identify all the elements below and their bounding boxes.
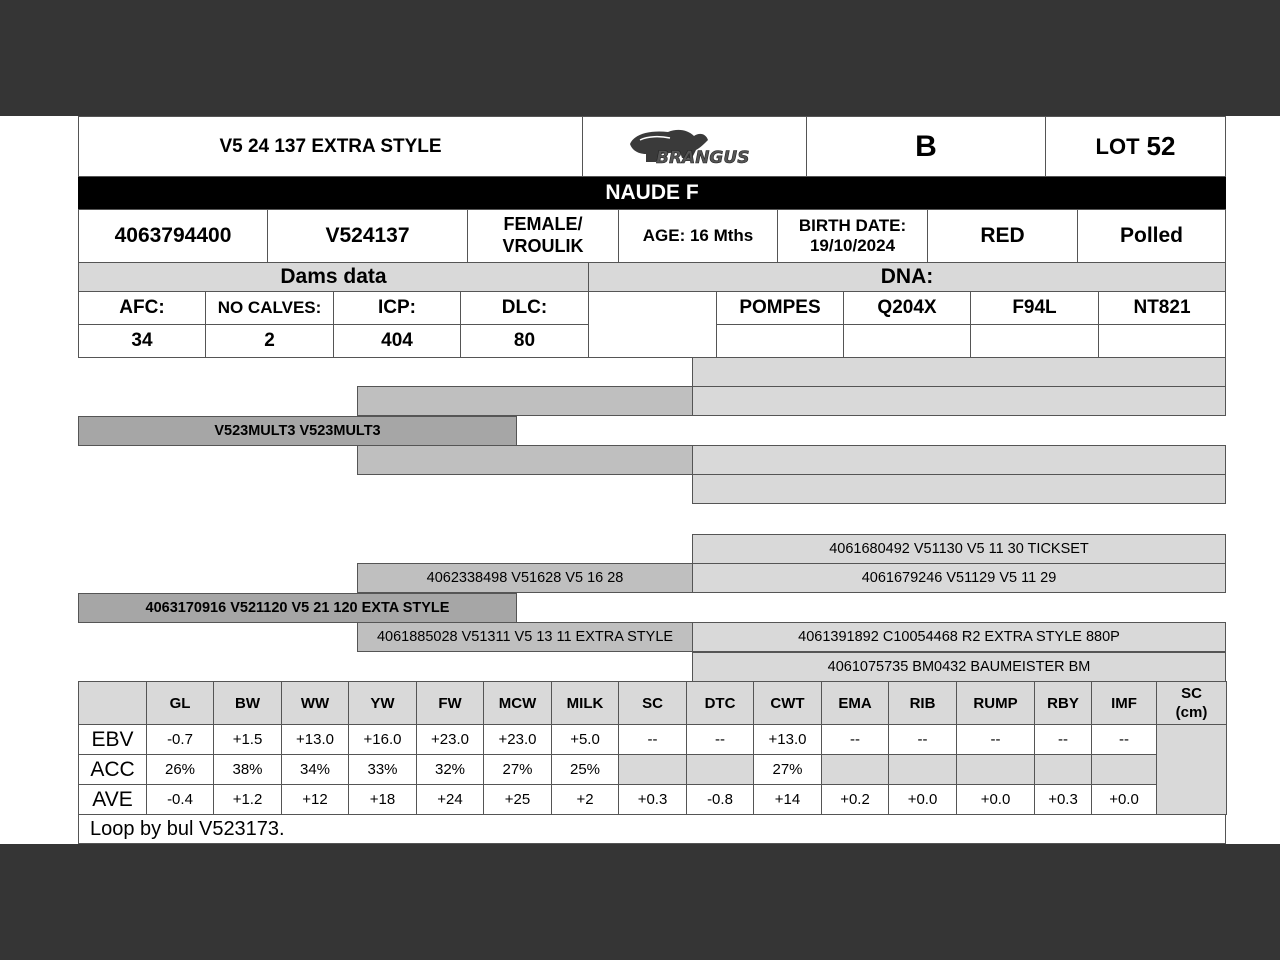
afc-value: 34 — [78, 324, 206, 358]
lot-card — [0, 116, 1280, 844]
table-cell — [687, 755, 754, 785]
horn-cell — [1077, 209, 1226, 263]
col-gl: GL — [147, 682, 214, 725]
horn-text: Polled — [1119, 224, 1183, 247]
dlc-label: DLC: — [460, 291, 589, 325]
dna-blank — [588, 291, 717, 358]
dna-nt821-label: NT821 — [1098, 291, 1226, 325]
comment-text: Loop by bul V523173. — [90, 817, 285, 840]
table-cell: -- — [957, 725, 1035, 755]
table-cell: +25 — [484, 785, 552, 815]
pedigree-sire-dam: 4061885028 V51311 V5 13 11 EXTRA STYLE — [357, 622, 693, 652]
table-cell: +5.0 — [552, 725, 619, 755]
table-cell: +18 — [349, 785, 417, 815]
pedigree-sire-sire: 4062338498 V51628 V5 16 28 — [357, 563, 693, 593]
breeder-name: NAUDE F — [605, 181, 699, 204]
table-cell: +14 — [754, 785, 822, 815]
col-fw: FW — [417, 682, 484, 725]
table-cell: +0.3 — [619, 785, 687, 815]
icp-label: ICP: — [333, 291, 461, 325]
ebv-row-ave — [79, 785, 1227, 815]
table-cell — [822, 755, 889, 785]
pedigree-blank-4 — [357, 445, 693, 475]
col-milk: MILK — [552, 682, 619, 725]
col-ema: EMA — [822, 682, 889, 725]
pedigree-sire: 4063170916 V521120 V5 21 120 EXTA STYLE — [78, 593, 517, 623]
dna-f94l-label: F94L — [970, 291, 1099, 325]
id-number — [78, 209, 268, 263]
pedigree-sire-sire-sire: 4061680492 V51130 V5 11 30 TICKSET — [692, 534, 1226, 564]
icp-value: 404 — [333, 324, 461, 358]
pedigree-blank-2 — [357, 386, 693, 416]
table-cell: 32% — [417, 755, 484, 785]
ebv-corner — [79, 682, 147, 725]
table-cell: -- — [687, 725, 754, 755]
bull-logo-icon — [620, 122, 770, 172]
col-sc: SC — [619, 682, 687, 725]
dna-pompes-value — [716, 324, 844, 358]
dna-q204x-label: Q204X — [843, 291, 971, 325]
pedigree-sire-dam-sire: 4061391892 C10054468 R2 EXTRA STYLE 880P — [692, 622, 1226, 652]
table-cell: +2 — [552, 785, 619, 815]
sex-cell — [467, 209, 619, 263]
table-cell: 26% — [147, 755, 214, 785]
sex-line-1: FEMALE/ — [503, 214, 583, 235]
col-ww: WW — [282, 682, 349, 725]
no-calves-value: 2 — [205, 324, 334, 358]
col-cwt: CWT — [754, 682, 822, 725]
ebv-row-ebv — [79, 725, 1227, 755]
lot-cell — [1045, 116, 1226, 177]
animal-title-cell — [78, 116, 583, 177]
pedigree-blank-5 — [692, 445, 1226, 475]
pedigree-sire-dam-dam: 4061075735 BM0432 BAUMEISTER BM — [692, 652, 1226, 682]
table-cell: -- — [1035, 725, 1092, 755]
ebv-row-acc — [79, 755, 1227, 785]
table-cell: -0.7 — [147, 725, 214, 755]
ebv-header-row — [79, 682, 1227, 725]
dna-nt821-value — [1098, 324, 1226, 358]
pedigree-blank-3 — [692, 386, 1226, 416]
dna-f94l-value — [970, 324, 1099, 358]
table-cell: +16.0 — [349, 725, 417, 755]
col-sc-cm-line1: SC — [1181, 684, 1202, 702]
birth-date-cell — [777, 209, 928, 263]
table-cell: +13.0 — [282, 725, 349, 755]
table-cell: 25% — [552, 755, 619, 785]
table-cell: -0.8 — [687, 785, 754, 815]
sex-line-2: VROULIK — [502, 236, 584, 256]
table-cell — [957, 755, 1035, 785]
age-cell — [618, 209, 778, 263]
dna-pompes-label: POMPES — [716, 291, 844, 325]
tag-number — [267, 209, 468, 263]
table-cell: +0.0 — [1092, 785, 1157, 815]
afc-label: AFC: — [78, 291, 206, 325]
birth-date: 19/10/2024 — [809, 236, 896, 255]
id-number-text: 4063794400 — [114, 224, 232, 247]
row-label: AVE — [79, 785, 147, 815]
dams-title: Dams data — [280, 265, 387, 288]
table-cell: -- — [822, 725, 889, 755]
table-cell: +24 — [417, 785, 484, 815]
table-cell: +1.5 — [214, 725, 282, 755]
col-sc-cm-line2: (cm) — [1175, 704, 1208, 721]
col-yw: YW — [349, 682, 417, 725]
pedigree-blank-1 — [692, 357, 1226, 387]
table-cell: +23.0 — [417, 725, 484, 755]
grade-cell — [806, 116, 1046, 177]
col-rump: RUMP — [957, 682, 1035, 725]
table-cell: +0.2 — [822, 785, 889, 815]
table-cell: +23.0 — [484, 725, 552, 755]
dna-title: DNA: — [880, 265, 934, 288]
col-rby: RBY — [1035, 682, 1092, 725]
table-cell: 33% — [349, 755, 417, 785]
table-cell: 27% — [484, 755, 552, 785]
table-cell — [889, 755, 957, 785]
col-mcw: MCW — [484, 682, 552, 725]
logo-text: BRANGUS — [655, 147, 749, 168]
col-sc-cm — [1157, 682, 1227, 725]
ebv-table — [78, 681, 1227, 815]
table-cell: +0.0 — [889, 785, 957, 815]
comment-note — [78, 814, 1226, 844]
table-cell: 27% — [754, 755, 822, 785]
table-cell: 38% — [214, 755, 282, 785]
table-cell — [1092, 755, 1157, 785]
table-cell: +13.0 — [754, 725, 822, 755]
col-bw: BW — [214, 682, 282, 725]
pedigree-blank-6 — [692, 474, 1226, 504]
dams-data-header — [78, 262, 589, 292]
age-text: AGE: 16 Mths — [642, 226, 754, 245]
row-label: EBV — [79, 725, 147, 755]
table-cell — [619, 755, 687, 785]
table-cell: -- — [1092, 725, 1157, 755]
table-cell: +12 — [282, 785, 349, 815]
table-cell: -- — [619, 725, 687, 755]
dna-header — [588, 262, 1226, 292]
dna-q204x-value — [843, 324, 971, 358]
col-rib: RIB — [889, 682, 957, 725]
dlc-value: 80 — [460, 324, 589, 358]
animal-title: V5 24 137 EXTRA STYLE — [219, 135, 442, 157]
grade: B — [915, 129, 937, 163]
tag-text: V524137 — [325, 224, 410, 247]
col-imf: IMF — [1092, 682, 1157, 725]
col-dtc: DTC — [687, 682, 754, 725]
table-cell: +0.0 — [957, 785, 1035, 815]
table-cell — [1035, 755, 1092, 785]
table-cell: +0.3 — [1035, 785, 1092, 815]
no-calves-label: NO CALVES: — [205, 291, 334, 325]
row-label: ACC — [79, 755, 147, 785]
lot-prefix: LOT — [1095, 133, 1140, 159]
birth-label: BIRTH DATE: — [798, 215, 907, 235]
colour-cell — [927, 209, 1078, 263]
table-cell: -- — [889, 725, 957, 755]
breeder-banner — [78, 177, 1226, 209]
table-cell: -0.4 — [147, 785, 214, 815]
colour-text: RED — [980, 224, 1025, 247]
table-cell: +1.2 — [214, 785, 282, 815]
lot-number: 52 — [1146, 131, 1176, 161]
brangus-logo — [582, 116, 807, 177]
pedigree-dam: V523MULT3 V523MULT3 — [78, 416, 517, 446]
pedigree-sire-sire-dam: 4061679246 V51129 V5 11 29 — [692, 563, 1226, 593]
table-cell: 34% — [282, 755, 349, 785]
sc-cm-blank — [1157, 725, 1227, 815]
